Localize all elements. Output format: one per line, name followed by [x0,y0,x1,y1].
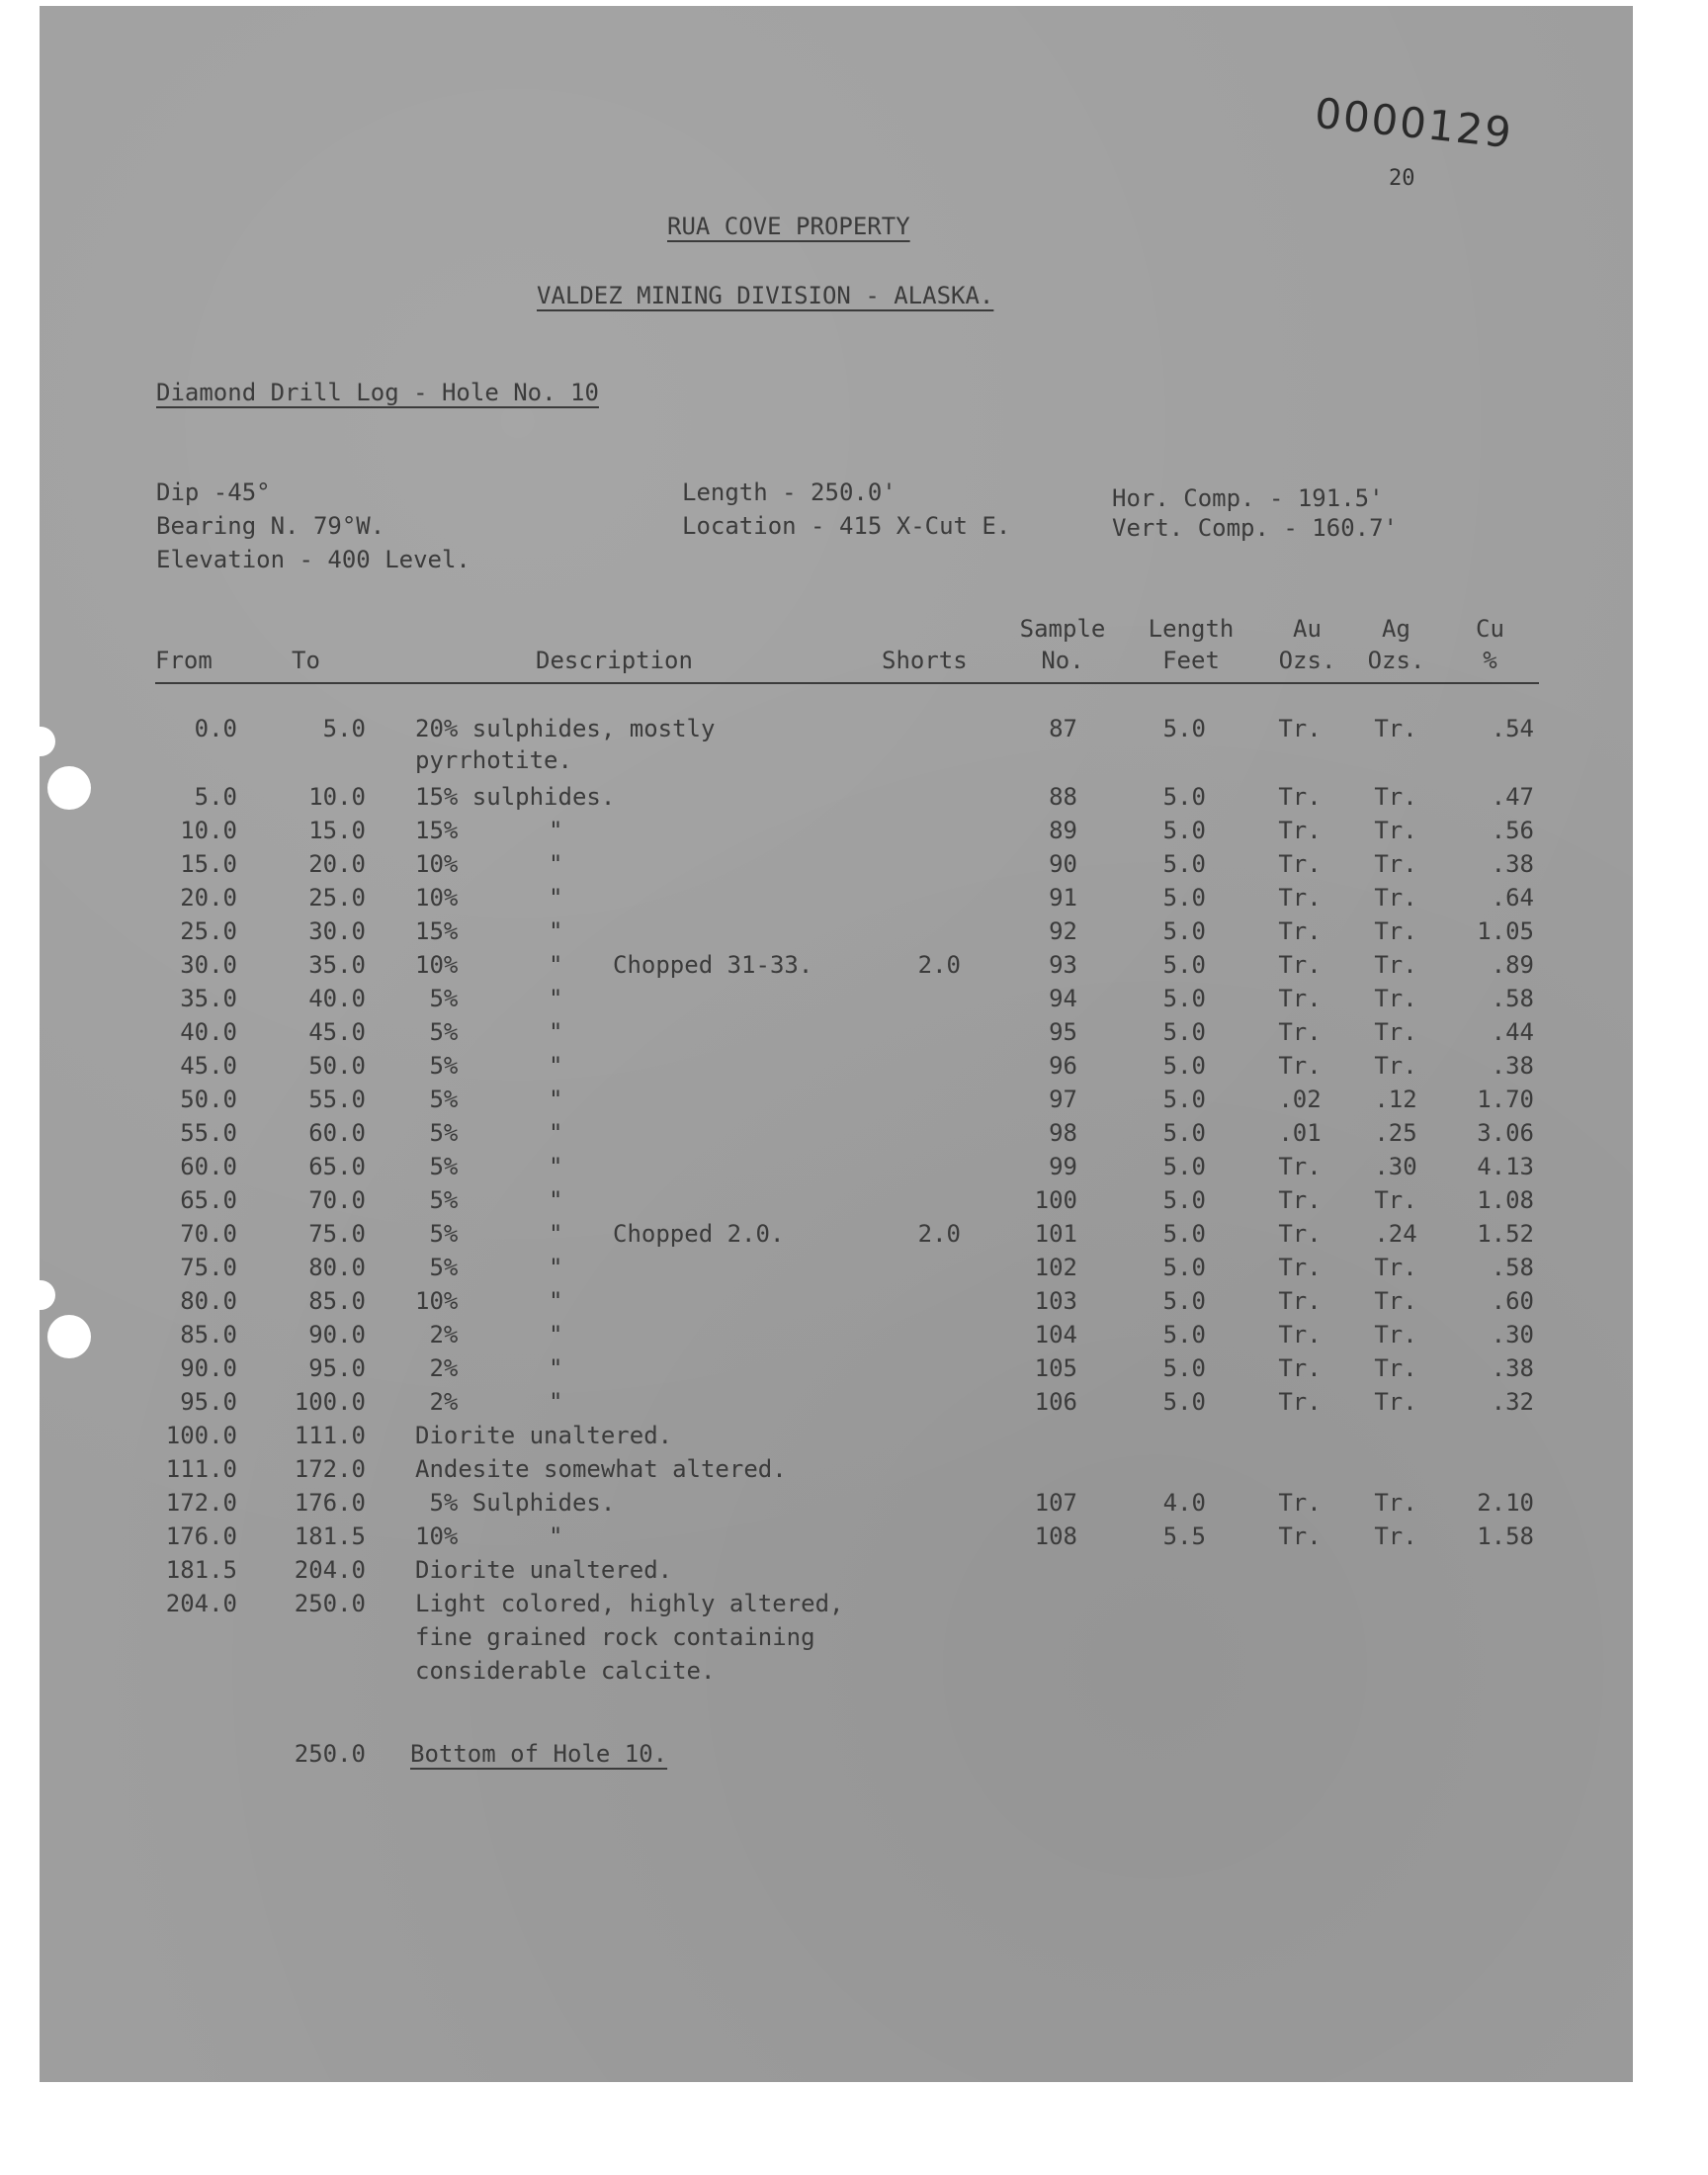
to-depth: 40.0 [308,985,366,1012]
sample-length: 5.5 [1162,1522,1206,1550]
ditto-mark: " [549,850,563,878]
table-row [0,847,1708,881]
ditto-mark: " [549,1354,563,1382]
to-depth: 60.0 [308,1119,366,1147]
to-depth: 176.0 [294,1489,366,1517]
table-row [0,948,1708,982]
ag-value: Tr. [1374,817,1417,844]
table-row [0,1183,1708,1217]
cu-value: .44 [1491,1018,1534,1046]
cu-value: .38 [1491,1354,1534,1382]
sample-number: 88 [1049,783,1077,811]
location-field: Location - 415 X-Cut E. [682,512,1011,540]
ag-value: Tr. [1374,1287,1417,1315]
to-depth: 204.0 [294,1556,366,1584]
header-sample: Sample No. [1019,615,1106,674]
from-depth: 50.0 [180,1086,237,1113]
sample-length: 5.0 [1162,817,1206,844]
table-row [0,1654,1708,1688]
au-value: Tr. [1278,985,1322,1012]
au-value: Tr. [1278,715,1322,742]
description: 5% [415,1153,459,1180]
table-row [0,814,1708,847]
sample-number: 93 [1049,951,1077,979]
dip-field: Dip -45° [156,478,271,506]
to-depth: 90.0 [308,1321,366,1348]
header-au: Au Ozs. [1278,615,1336,674]
sample-length: 5.0 [1162,1052,1206,1080]
ag-value: Tr. [1374,1018,1417,1046]
cu-value: .64 [1491,884,1534,912]
to-depth: 15.0 [308,817,366,844]
elevation-field: Elevation - 400 Level. [156,546,470,573]
description: 10% [415,1522,459,1550]
cu-value: 3.06 [1477,1119,1534,1147]
ag-value: Tr. [1374,1254,1417,1281]
to-depth: 30.0 [308,917,366,945]
table-row [0,1553,1708,1587]
header-rule [155,682,1539,684]
ag-value: Tr. [1374,884,1417,912]
log-title: Diamond Drill Log - Hole No. 10 [156,379,599,406]
from-depth: 111.0 [165,1455,237,1483]
au-value: Tr. [1278,884,1322,912]
sample-number: 101 [1034,1220,1077,1248]
sample-number: 95 [1049,1018,1077,1046]
description: considerable calcite. [415,1657,716,1685]
cu-value: .38 [1491,1052,1534,1080]
ditto-mark: " [549,1254,563,1281]
to-depth: 250.0 [294,1590,366,1617]
sample-number: 97 [1049,1086,1077,1113]
cu-value: .30 [1491,1321,1534,1348]
description: 10% [415,1287,459,1315]
sample-length: 5.0 [1162,884,1206,912]
ditto-mark: " [549,1018,563,1046]
cu-value: .54 [1491,715,1534,742]
sample-number: 92 [1049,917,1077,945]
sample-number: 90 [1049,850,1077,878]
sample-length: 5.0 [1162,1354,1206,1382]
to-depth: 55.0 [308,1086,366,1113]
to-depth: 20.0 [308,850,366,878]
description: Diorite unaltered. [415,1422,673,1449]
cu-value: .89 [1491,951,1534,979]
from-depth: 55.0 [180,1119,237,1147]
table-row [0,1351,1708,1385]
description: 15% [415,817,459,844]
ag-value: .12 [1374,1086,1417,1113]
cu-value: 1.70 [1477,1086,1534,1113]
ditto-mark: " [549,1086,563,1113]
header-ag: Ag Ozs. [1367,615,1425,674]
ag-value: Tr. [1374,1489,1417,1517]
ag-value: Tr. [1374,1052,1417,1080]
page-number: 20 [1389,166,1415,191]
from-depth: 65.0 [180,1186,237,1214]
ag-value: .30 [1374,1153,1417,1180]
ag-value: Tr. [1374,1186,1417,1214]
description: Diorite unaltered. [415,1556,673,1584]
from-depth: 90.0 [180,1354,237,1382]
cu-value: 2.10 [1477,1489,1534,1517]
shorts-value: 2.0 [917,1220,961,1248]
description: 15% [415,917,459,945]
from-depth: 40.0 [180,1018,237,1046]
sample-length: 5.0 [1162,1018,1206,1046]
from-depth: 5.0 [194,783,237,811]
to-depth: 50.0 [308,1052,366,1080]
description: fine grained rock containing [415,1623,815,1651]
cu-value: .60 [1491,1287,1534,1315]
ditto-mark: " [549,1321,563,1348]
cu-value: 1.52 [1477,1220,1534,1248]
sample-length: 5.0 [1162,1220,1206,1248]
from-depth: 172.0 [165,1489,237,1517]
table-row [0,1620,1708,1654]
sample-number: 107 [1034,1489,1077,1517]
from-depth: 95.0 [180,1388,237,1416]
sample-length: 5.0 [1162,1186,1206,1214]
header-length: Length Feet [1148,615,1235,674]
cu-value: 4.13 [1477,1153,1534,1180]
sample-length: 5.0 [1162,1321,1206,1348]
to-depth: 70.0 [308,1186,366,1214]
bottom-of-hole-note: Bottom of Hole 10. [410,1740,668,1768]
ditto-mark: " [549,1522,563,1550]
from-depth: 181.5 [165,1556,237,1584]
from-depth: 75.0 [180,1254,237,1281]
vert-comp-field: Vert. Comp. - 160.7' [1112,514,1398,542]
ditto-mark: " [549,1186,563,1214]
cu-value: .58 [1491,985,1534,1012]
sample-length: 5.0 [1162,917,1206,945]
ditto-mark: " [549,917,563,945]
ditto-mark: " [549,1287,563,1315]
to-depth: 95.0 [308,1354,366,1382]
cu-value: .38 [1491,850,1534,878]
table-row [0,1217,1708,1251]
ditto-mark: " [549,951,563,979]
description: Andesite somewhat altered. [415,1455,787,1483]
au-value: Tr. [1278,1254,1322,1281]
ag-value: Tr. [1374,1354,1417,1382]
ditto-mark: " [549,1220,563,1248]
from-depth: 60.0 [180,1153,237,1180]
from-depth: 80.0 [180,1287,237,1315]
sample-length: 5.0 [1162,1388,1206,1416]
table-row [0,1587,1708,1620]
from-depth: 10.0 [180,817,237,844]
to-depth: 10.0 [308,783,366,811]
au-value: Tr. [1278,951,1322,979]
au-value: Tr. [1278,1018,1322,1046]
shorts-value: 2.0 [917,951,961,979]
from-depth: 100.0 [165,1422,237,1449]
sample-length: 4.0 [1162,1489,1206,1517]
sample-length: 5.0 [1162,783,1206,811]
description: 10% [415,884,459,912]
table-row [0,1419,1708,1452]
description: 10% [415,951,459,979]
sample-number: 103 [1034,1287,1077,1315]
to-depth: 181.5 [294,1522,366,1550]
au-value: .01 [1278,1119,1322,1147]
header-to: To [292,647,320,674]
cu-value: 1.08 [1477,1186,1534,1214]
bottom-depth: 250.0 [294,1740,366,1768]
ditto-mark: " [549,1052,563,1080]
au-value: Tr. [1278,1321,1322,1348]
ditto-mark: " [549,1153,563,1180]
sample-length: 5.0 [1162,1086,1206,1113]
sample-number: 99 [1049,1153,1077,1180]
description: 5% Sulphides. [415,1489,616,1517]
from-depth: 45.0 [180,1052,237,1080]
division-title: VALDEZ MINING DIVISION - ALASKA. [537,282,994,309]
ag-value: Tr. [1374,850,1417,878]
description: 5% [415,1186,459,1214]
description: 5% [415,1018,459,1046]
table-row [0,1116,1708,1150]
sample-length: 5.0 [1162,1153,1206,1180]
table-row [0,743,1708,777]
ag-value: .24 [1374,1220,1417,1248]
au-value: Tr. [1278,1186,1322,1214]
from-depth: 204.0 [165,1590,237,1617]
from-depth: 0.0 [194,715,237,742]
to-depth: 111.0 [294,1422,366,1449]
to-depth: 100.0 [294,1388,366,1416]
ag-value: Tr. [1374,783,1417,811]
to-depth: 75.0 [308,1220,366,1248]
from-depth: 85.0 [180,1321,237,1348]
cu-value: .58 [1491,1254,1534,1281]
header-shorts: Shorts [882,647,968,674]
cu-value: .32 [1491,1388,1534,1416]
to-depth: 5.0 [322,715,366,742]
sample-length: 5.0 [1162,951,1206,979]
ditto-mark: " [549,884,563,912]
table-row [0,1284,1708,1318]
sample-number: 100 [1034,1186,1077,1214]
description: 5% [415,1119,459,1147]
description: pyrrhotite. [415,746,572,774]
au-value: Tr. [1278,917,1322,945]
to-depth: 35.0 [308,951,366,979]
to-depth: 80.0 [308,1254,366,1281]
table-row [0,914,1708,948]
sample-length: 5.0 [1162,1119,1206,1147]
sample-length: 5.0 [1162,1287,1206,1315]
table-row [0,1318,1708,1351]
sample-number: 94 [1049,985,1077,1012]
au-value: Tr. [1278,1153,1322,1180]
header-from: From [155,647,213,674]
au-value: Tr. [1278,1489,1322,1517]
sample-number: 91 [1049,884,1077,912]
header-cu: Cu % [1476,615,1504,674]
au-value: Tr. [1278,1220,1322,1248]
au-value: Tr. [1278,1354,1322,1382]
ditto-mark: " [549,985,563,1012]
description: 15% sulphides. [415,783,616,811]
to-depth: 65.0 [308,1153,366,1180]
table-row [0,712,1708,745]
ag-value: Tr. [1374,1388,1417,1416]
cu-value: .56 [1491,817,1534,844]
from-depth: 20.0 [180,884,237,912]
to-depth: 172.0 [294,1455,366,1483]
handwritten-document-number: 0000129 [1312,88,1516,158]
cu-value: .47 [1491,783,1534,811]
ag-value: Tr. [1374,951,1417,979]
hor-comp-field: Hor. Comp. - 191.5' [1112,484,1384,512]
ag-value: Tr. [1374,1522,1417,1550]
bearing-field: Bearing N. 79°W. [156,512,385,540]
table-row [0,982,1708,1015]
ag-value: Tr. [1374,1321,1417,1348]
ditto-mark: " [549,817,563,844]
from-depth: 30.0 [180,951,237,979]
au-value: .02 [1278,1086,1322,1113]
ag-value: Tr. [1374,917,1417,945]
au-value: Tr. [1278,1052,1322,1080]
to-depth: 25.0 [308,884,366,912]
table-row [0,1452,1708,1486]
sample-length: 5.0 [1162,1254,1206,1281]
au-value: Tr. [1278,1388,1322,1416]
from-depth: 15.0 [180,850,237,878]
note: Chopped 31-33. [613,951,813,979]
length-field: Length - 250.0' [682,478,897,506]
description: 2% [415,1388,459,1416]
au-value: Tr. [1278,817,1322,844]
table-row [0,1049,1708,1083]
cu-value: 1.05 [1477,917,1534,945]
header-description: Description [536,647,693,674]
table-row [0,881,1708,914]
table-row [0,1015,1708,1049]
sample-number: 108 [1034,1522,1077,1550]
sample-number: 104 [1034,1321,1077,1348]
from-depth: 176.0 [165,1522,237,1550]
sample-number: 106 [1034,1388,1077,1416]
from-depth: 35.0 [180,985,237,1012]
to-depth: 45.0 [308,1018,366,1046]
au-value: Tr. [1278,850,1322,878]
sample-number: 105 [1034,1354,1077,1382]
sample-number: 98 [1049,1119,1077,1147]
sample-number: 89 [1049,817,1077,844]
table-row [0,1251,1708,1284]
description: 10% [415,850,459,878]
description: 20% sulphides, mostly [415,715,716,742]
description: 5% [415,1254,459,1281]
sample-number: 102 [1034,1254,1077,1281]
description: 5% [415,1086,459,1113]
table-row [0,1385,1708,1419]
table-row [0,1150,1708,1183]
sample-length: 5.0 [1162,715,1206,742]
description: 2% [415,1354,459,1382]
au-value: Tr. [1278,1287,1322,1315]
from-depth: 25.0 [180,917,237,945]
description: 5% [415,1052,459,1080]
ag-value: .25 [1374,1119,1417,1147]
cu-value: 1.58 [1477,1522,1534,1550]
ag-value: Tr. [1374,985,1417,1012]
description: 5% [415,1220,459,1248]
table-row [0,1486,1708,1520]
ditto-mark: " [549,1388,563,1416]
au-value: Tr. [1278,1522,1322,1550]
ditto-mark: " [549,1119,563,1147]
description: Light colored, highly altered, [415,1590,844,1617]
table-row [0,780,1708,814]
table-row [0,1083,1708,1116]
property-title: RUA COVE PROPERTY [667,213,910,240]
description: 5% [415,985,459,1012]
ag-value: Tr. [1374,715,1417,742]
table-row [0,1520,1708,1553]
sample-length: 5.0 [1162,985,1206,1012]
sample-number: 87 [1049,715,1077,742]
to-depth: 85.0 [308,1287,366,1315]
au-value: Tr. [1278,783,1322,811]
note: Chopped 2.0. [613,1220,785,1248]
sample-number: 96 [1049,1052,1077,1080]
description: 2% [415,1321,459,1348]
sample-length: 5.0 [1162,850,1206,878]
from-depth: 70.0 [180,1220,237,1248]
